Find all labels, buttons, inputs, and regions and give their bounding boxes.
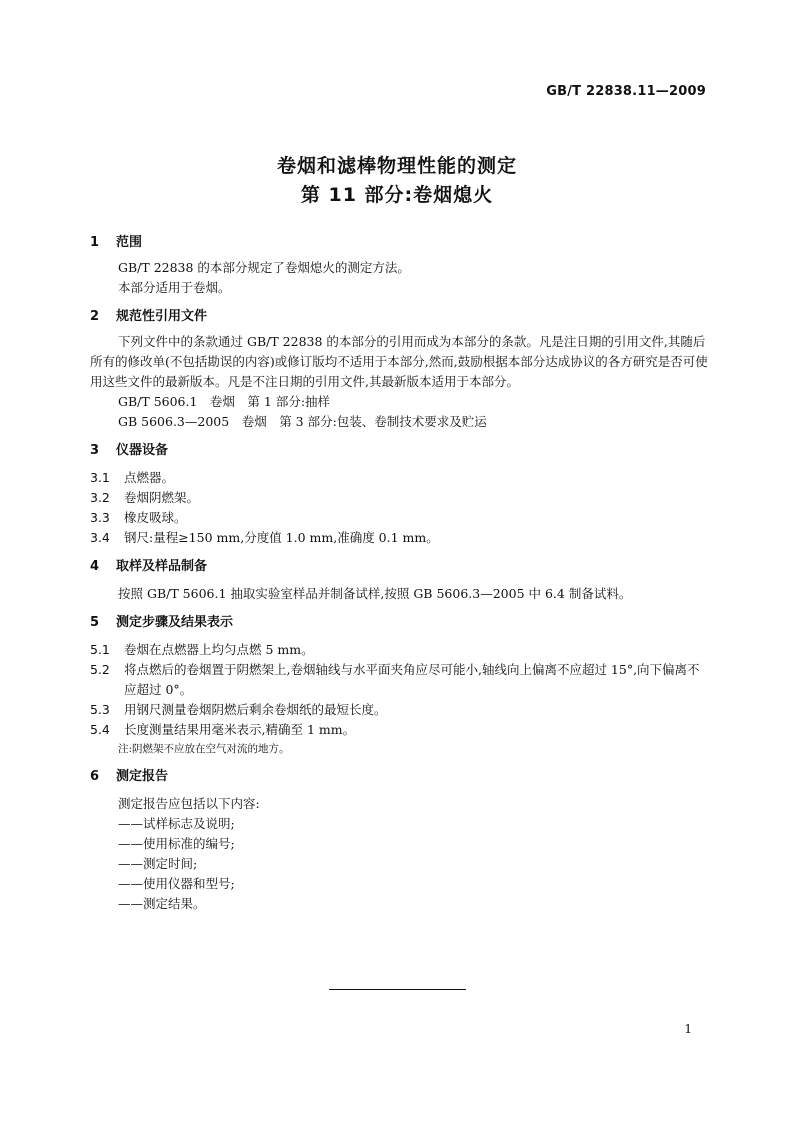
section-heading-procedure — [90, 612, 710, 634]
list-item: ——试样标志及说明; — [118, 816, 235, 831]
reference-item: GB/T 5606.1 卷烟 第 1 部分:抽样 — [118, 394, 331, 409]
section-heading-scope — [90, 232, 710, 254]
clause-number: 3.3 — [90, 510, 110, 525]
section-heading-sampling — [90, 556, 710, 578]
clause — [90, 660, 710, 700]
paragraph: 本部分适用于卷烟。 — [118, 280, 231, 295]
section-number: 2 — [90, 309, 100, 324]
clause-text: 将点燃后的卷烟置于阴燃架上,卷烟轴线与水平面夹角应尽可能小,轴线向上偏离不应超过 15°,向下偏离不应超过 0°。 — [124, 662, 700, 697]
clause-number: 3.4 — [90, 530, 110, 545]
paragraph: 按照 GB/T 5606.1 抽取实验室样品并制备试样,按照 GB 5606.3—2005 中 6.4 制备试料。 — [118, 586, 632, 601]
reference-item: GB 5606.3—2005 卷烟 第 3 部分:包装、卷制技术要求及贮运 — [118, 414, 487, 429]
page-number: 1 — [684, 1022, 692, 1036]
standard-number: GB/T 22838.11—2009 — [546, 84, 706, 99]
list-item: ——测定结果。 — [118, 896, 206, 911]
section-heading-normative-references — [90, 306, 710, 328]
clause-text: 卷烟阴燃架。 — [124, 490, 200, 505]
section-title: 规范性引用文件 — [116, 309, 208, 324]
paragraph: GB/T 22838 的本部分规定了卷烟熄火的测定方法。 — [118, 260, 410, 275]
clause — [90, 528, 710, 548]
clause — [90, 700, 710, 720]
section-number: 3 — [90, 443, 100, 458]
clause-text: 点燃器。 — [124, 470, 175, 485]
clause-text: 钢尺:量程≥150 mm,分度值 1.0 mm,准确度 0.1 mm。 — [124, 530, 439, 545]
document-title: 卷烟和滤棒物理性能的测定 — [276, 155, 517, 177]
list-item: ——测定时间; — [118, 856, 198, 871]
clause-number: 5.4 — [90, 722, 110, 737]
clause — [90, 488, 710, 508]
section-heading-apparatus — [90, 440, 710, 462]
clause-text: 用钢尺测量卷烟阴燃后剩余卷烟纸的最短长度。 — [124, 702, 387, 717]
clause-text: 卷烟在点燃器上均匀点燃 5 mm。 — [124, 642, 314, 657]
list-item: ——使用仪器和型号; — [118, 876, 235, 891]
section-heading-report — [90, 766, 710, 788]
paragraph: 下列文件中的条款通过 GB/T 22838 的本部分的引用而成为本部分的条款。凡是注日期的引用文件,其随后所有的修改单(不包括勘误的内容)或修订版均不适用于本部分,然而,鼓励根据本部分达成协议的各方研究是否可使用这些文件的最新版本。凡是不注日期的引用文件,其最新版本适用于本部分。 — [90, 334, 708, 389]
clause-number: 5.2 — [90, 662, 110, 677]
clause — [90, 640, 710, 660]
clause-number: 3.2 — [90, 490, 110, 505]
document-body — [90, 232, 710, 914]
clause — [90, 508, 710, 528]
clause — [90, 720, 710, 740]
clause-text: 橡皮吸球。 — [124, 510, 187, 525]
note: 注:阴燃架不应放在空气对流的地方。 — [118, 743, 290, 755]
list-item: ——使用标准的编号; — [118, 836, 235, 851]
section-number: 1 — [90, 235, 100, 250]
end-rule — [329, 989, 466, 990]
section-title: 仪器设备 — [116, 443, 169, 458]
section-title: 测定报告 — [116, 769, 169, 784]
section-number: 5 — [90, 615, 100, 630]
clause-number: 3.1 — [90, 470, 110, 485]
document-subtitle: 第 11 部分:卷烟熄火 — [300, 184, 494, 206]
clause-text: 长度测量结果用毫米表示,精确至 1 mm。 — [124, 722, 356, 737]
section-number: 6 — [90, 769, 100, 784]
paragraph: 测定报告应包括以下内容: — [118, 796, 260, 811]
section-title: 范围 — [116, 235, 143, 250]
clause-number: 5.3 — [90, 702, 110, 717]
clause-number: 5.1 — [90, 642, 110, 657]
clause — [90, 468, 710, 488]
section-title: 测定步骤及结果表示 — [116, 615, 234, 630]
section-title: 取样及样品制备 — [116, 559, 208, 574]
section-number: 4 — [90, 559, 100, 574]
